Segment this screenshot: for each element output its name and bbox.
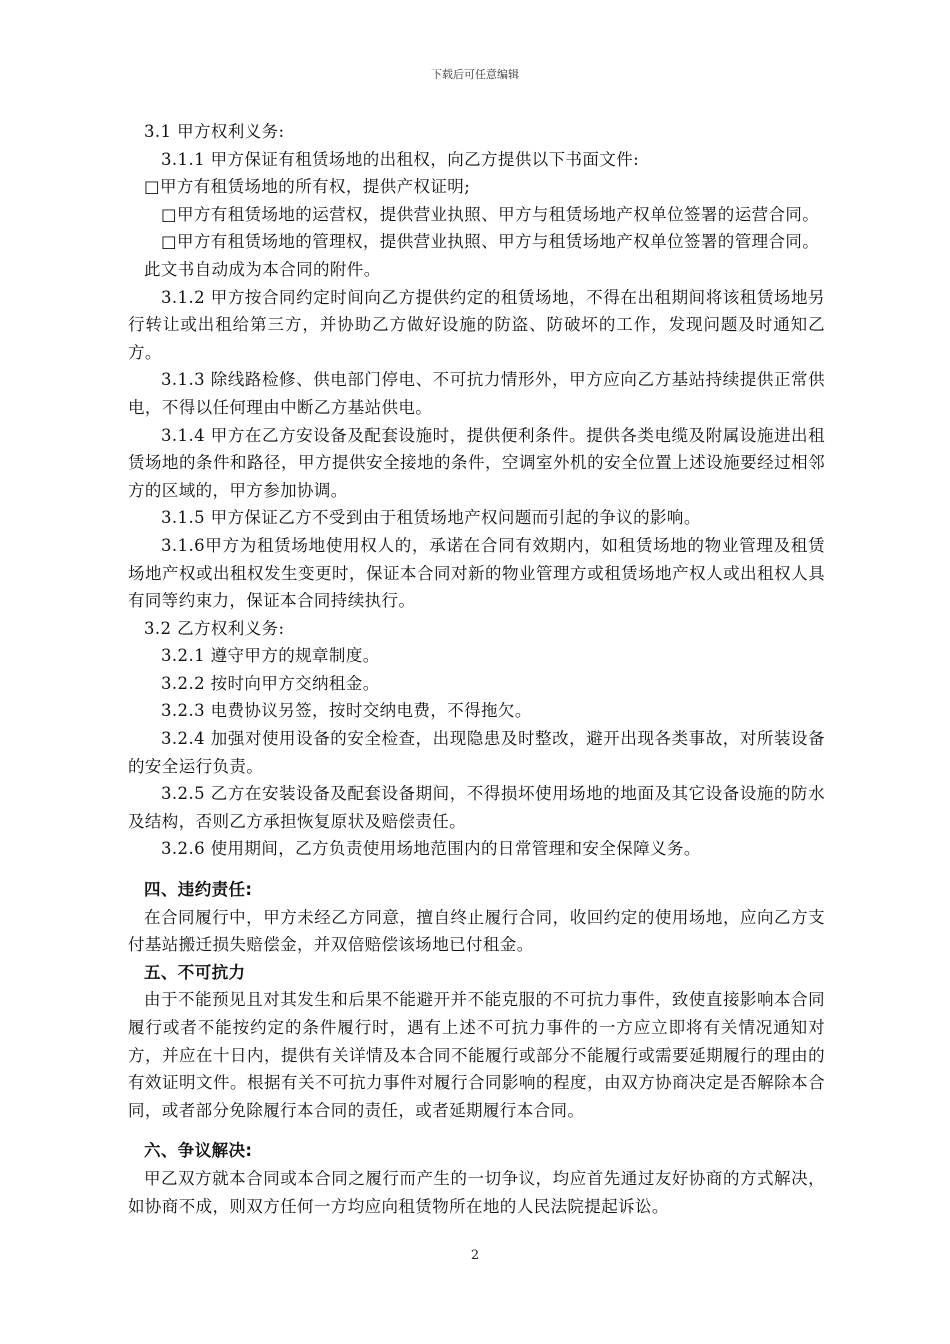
section-5-text: 由于不能预见且对其发生和后果不能避开并不能克服的不可抗力事件，致使直接影响本合同履行或者不能按约定的条件履行时，遇有上述不可抗力事件的一方应立即将有关情况通知对方，并应在十日内，提供有关详情及本合同不能履行或部分不能履行或需要延期履行的理由的有效证明文件。根据有关不可抗力事件对履行合同影响的程度，由双方协商决定是否解除本合同，或者部分免除履行本合同的责任，或者延期履行本合同。 [128,990,825,1120]
clause-3-2-6: 3.2.6 使用期间，乙方负责使用场地范围内的日常管理和安全保障义务。 [161,839,701,859]
section-3-2-heading: 3.2 乙方权利义务: [144,618,285,638]
section-3-1-heading: 3.1 甲方权利义务: [144,122,285,141]
clause-3-1-5: 3.1.5 甲方保证乙方不受到由于租赁场地产权问题而引起的争议的影响。 [161,508,701,528]
spacer [128,863,825,876]
page-header: 下载后可任意编辑 [431,68,519,81]
clause-3-1-6: 3.1.6甲方为租赁场地使用权人的，承诺在合同有效期内，如租赁场地的物业管理及租赁场地产权或出租权发生变更时，保证本合同对新的物业管理方或租赁场地产权人或出租权人具有同等约束力，保证本合同持续执行。 [128,535,825,611]
clause-3-1-3: 3.1.3 除线路检修、供电部门停电、不可抗力情形外，甲方应向乙方基站持续提供正常供电，不得以任何理由中断乙方基站供电。 [128,370,825,417]
section-5-heading: 五、不可抗力 [144,962,246,982]
page-number: 2 [470,1248,480,1263]
attachment-note: 此文书自动成为本合同的附件。 [144,259,381,279]
section-4-heading: 四、违约责任: [144,880,253,900]
clause-3-2-4: 3.2.4 加强对使用设备的安全检查，出现隐患及时整改，避开出现各类事故，对所装设备的安全运行负责。 [128,729,825,776]
document-body [128,118,825,1220]
clause-3-2-2: 3.2.2 按时向甲方交纳租金。 [161,673,380,693]
clause-3-2-3: 3.2.3 电费协议另签，按时交纳电费，不得拖欠。 [161,701,532,721]
clause-3-1-1: 3.1.1 甲方保证有租赁场地的出租权，向乙方提供以下书面文件: [161,149,640,169]
checkbox-ownership: □甲方有租赁场地的所有权，提供产权证明; [144,177,471,197]
section-6-heading: 六、争议解决: [144,1141,253,1161]
clause-3-1-4: 3.1.4 甲方在乙方安设备及配套设施时，提供便利条件。提供各类电缆及附属设施进出租赁场地的条件和路径，甲方提供安全接地的条件，空调室外机的安全位置上述设施要经过相邻方的区域的，甲方参加协调。 [128,425,825,500]
clause-3-2-5: 3.2.5 乙方在安装设备及配套设备期间，不得损坏使用场地的地面及其它设备设施的防水及结构，否则乙方承担恢复原状及赔偿责任。 [128,784,825,831]
checkbox-operation-right: □甲方有租赁场地的运营权，提供营业执照、甲方与租赁场地产权单位签署的运营合同。 [161,204,820,224]
section-6-text: 甲乙双方就本合同或本合同之履行而产生的一切争议，均应首先通过友好协商的方式解决，如协商不成，则双方任何一方均应向租赁物所在地的人民法院提起诉讼。 [128,1168,825,1216]
clause-3-1-2: 3.1.2 甲方按合同约定时间向乙方提供约定的租赁场地，不得在出租期间将该租赁场地另行转让或出租给第三方，并协助乙方做好设施的防盗、防破坏的工作，发现问题及时通知乙方。 [128,287,825,362]
clause-3-2-1: 3.2.1 遵守甲方的规章制度。 [161,646,380,666]
spacer [128,1124,825,1137]
section-4-text: 在合同履行中，甲方未经乙方同意，擅自终止履行合同，收回约定的使用场地，应向乙方支付基站搬迁损失赔偿金，并双倍赔偿该场地已付租金。 [128,907,825,955]
checkbox-management-right: □甲方有租赁场地的管理权，提供营业执照、甲方与租赁场地产权单位签署的管理合同。 [161,232,820,252]
